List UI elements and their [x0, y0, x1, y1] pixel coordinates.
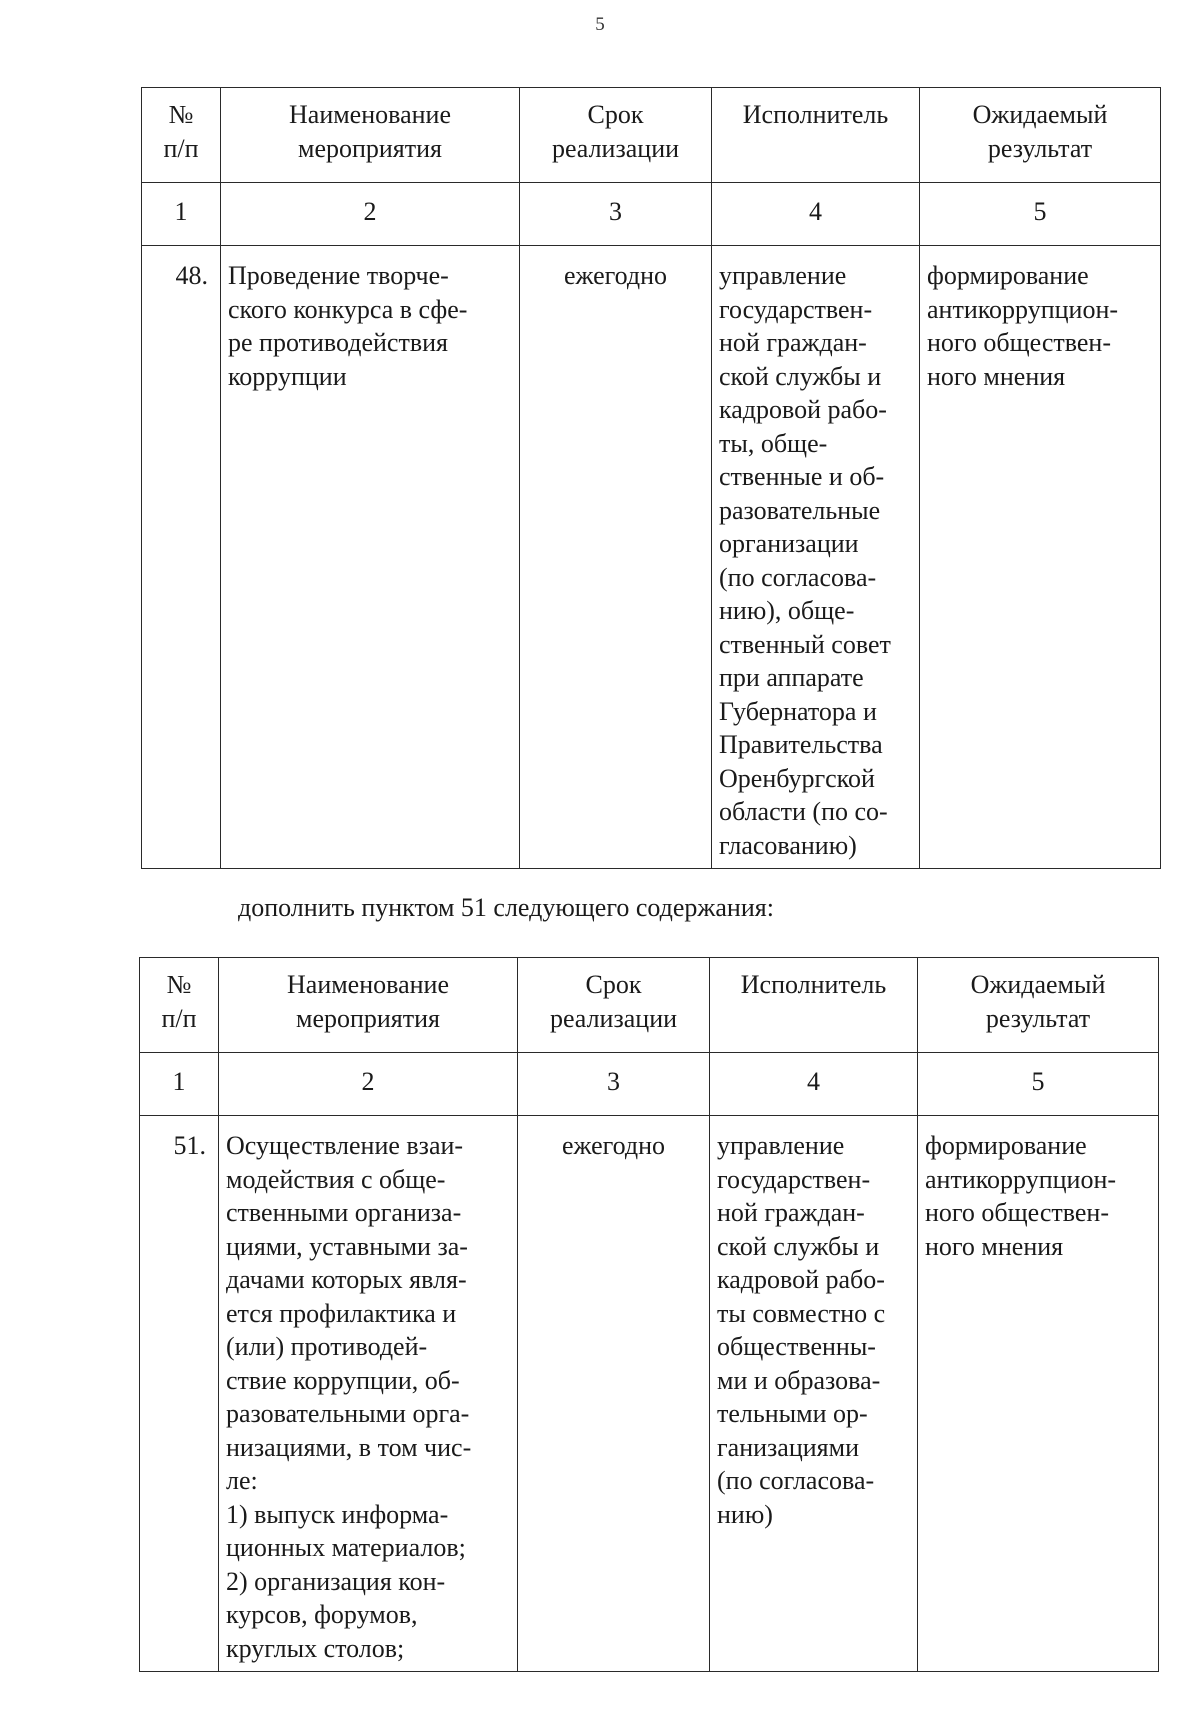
header-number: № п/п — [140, 958, 219, 1053]
cell-text-line: антикоррупцион- — [925, 1164, 1117, 1194]
cell-text-line: ственный совет — [719, 629, 891, 659]
cell-text-line: Оренбургской — [719, 763, 875, 793]
cell-text-line: нию), обще- — [719, 596, 855, 625]
cell-text-line: ле: — [226, 1466, 258, 1495]
cell-text-line: ствие коррупции, об- — [226, 1365, 460, 1395]
column-number: 3 — [520, 183, 712, 246]
cell-text-line: (или) противодей- — [226, 1332, 428, 1361]
cell-text-line: ственные и об- — [719, 462, 885, 491]
cell-text-line: ной граждан- — [719, 328, 867, 357]
cell-text-line: государствен- — [717, 1164, 871, 1194]
row-result — [918, 1116, 1159, 1672]
cell-text-line: низациями, в том чис- — [226, 1432, 472, 1462]
header-result: Ожидаемый результат — [918, 958, 1159, 1053]
cell-text-line: ной граждан- — [717, 1198, 865, 1227]
cell-text-line: кадровой рабо- — [717, 1265, 885, 1294]
cell-text-line: государствен- — [719, 294, 873, 324]
column-number: 1 — [142, 183, 221, 246]
cell-text-line: ного обществен- — [925, 1198, 1110, 1227]
cell-text-line: 2) организация кон- — [226, 1566, 446, 1596]
table-header-row — [140, 958, 1159, 1053]
row-executor — [710, 1116, 918, 1672]
row-result — [920, 246, 1161, 869]
cell-text-line: (по согласова- — [719, 562, 877, 592]
cell-text-line: ской службы и — [717, 1231, 880, 1261]
measures-table-1 — [141, 87, 1161, 869]
column-numbers-row — [140, 1053, 1159, 1116]
header-name: Наименование мероприятия — [219, 958, 518, 1053]
header-number: № п/п — [142, 88, 221, 183]
cell-text-line: ственными организа- — [226, 1198, 462, 1227]
cell-text-line: разовательные — [719, 495, 881, 525]
cell-text-line: круглых столов; — [226, 1633, 405, 1663]
row-name — [221, 246, 520, 869]
cell-text-line: курсов, форумов, — [226, 1600, 418, 1629]
table-row-51 — [140, 1116, 1159, 1672]
column-number: 2 — [219, 1053, 518, 1116]
cell-text-line: формирование — [927, 261, 1089, 290]
cell-text-line: общественны- — [717, 1332, 876, 1361]
column-number: 4 — [712, 183, 920, 246]
header-executor: Исполнитель — [712, 88, 920, 183]
cell-text-line: ется профилактика и — [226, 1298, 457, 1328]
column-number: 5 — [920, 183, 1161, 246]
column-number: 1 — [140, 1053, 219, 1116]
cell-text-line: ганизациями — [717, 1432, 859, 1462]
cell-text-line: ционных материалов; — [226, 1533, 466, 1562]
cell-text-line: Правительства — [719, 730, 883, 759]
cell-text-line: коррупции — [228, 361, 347, 391]
row-number: 48. — [142, 246, 221, 869]
column-number: 4 — [710, 1053, 918, 1116]
cell-text-line: кадровой рабо- — [719, 395, 887, 424]
table-row-48 — [142, 246, 1161, 869]
cell-text-line: Осуществление взаи- — [226, 1131, 464, 1160]
cell-text-line: циями, уставными за- — [226, 1231, 468, 1261]
cell-text-line: организации — [719, 529, 859, 558]
cell-text-line: тельными ор- — [717, 1399, 868, 1428]
header-term: Срок реализации — [518, 958, 710, 1053]
amendment-text: дополнить пунктом 51 следующего содержания: — [238, 893, 774, 922]
cell-text-line: ного мнения — [925, 1231, 1064, 1261]
row-term: ежегодно — [520, 246, 712, 869]
cell-text-line: ре противодействия — [228, 328, 448, 357]
header-term: Срок реализации — [520, 88, 712, 183]
cell-text-line: дачами которых явля- — [226, 1265, 467, 1294]
cell-text-line: нию) — [717, 1499, 773, 1529]
column-number: 2 — [221, 183, 520, 246]
table-header-row — [142, 88, 1161, 183]
header-result: Ожидаемый результат — [920, 88, 1161, 183]
cell-text-line: антикоррупцион- — [927, 294, 1119, 324]
column-number: 5 — [918, 1053, 1159, 1116]
row-term: ежегодно — [518, 1116, 710, 1672]
cell-text-line: ской службы и — [719, 361, 882, 391]
cell-text-line: ного мнения — [927, 361, 1066, 391]
page-number: 5 — [595, 14, 605, 35]
header-name: Наименование мероприятия — [221, 88, 520, 183]
cell-text-line: ного обществен- — [927, 328, 1112, 357]
cell-text-line: формирование — [925, 1131, 1087, 1160]
column-number: 3 — [518, 1053, 710, 1116]
cell-text-line: разовательными орга- — [226, 1399, 470, 1428]
cell-text-line: модействия с обще- — [226, 1164, 446, 1194]
cell-text-line: (по согласова- — [717, 1466, 875, 1495]
cell-text-line: области (по со- — [719, 797, 888, 826]
cell-text-line: управление — [719, 261, 847, 290]
cell-text-line: ми и образова- — [717, 1365, 881, 1395]
cell-text-line: Губернатора и — [719, 696, 877, 726]
column-numbers-row — [142, 183, 1161, 246]
row-number: 51. — [140, 1116, 219, 1672]
cell-text-line: гласованию) — [719, 830, 857, 860]
cell-text-line: ты, обще- — [719, 428, 828, 458]
cell-text-line: ского конкурса в сфе- — [228, 294, 468, 324]
cell-text-line: при аппарате — [719, 663, 864, 692]
cell-text-line: ты совместно с — [717, 1298, 886, 1328]
row-executor — [712, 246, 920, 869]
header-executor: Исполнитель — [710, 958, 918, 1053]
row-name — [219, 1116, 518, 1672]
measures-table-2 — [139, 957, 1159, 1672]
cell-text-line: Проведение творче- — [228, 261, 449, 290]
cell-text-line: управление — [717, 1131, 845, 1160]
cell-text-line: 1) выпуск информа- — [226, 1499, 449, 1529]
